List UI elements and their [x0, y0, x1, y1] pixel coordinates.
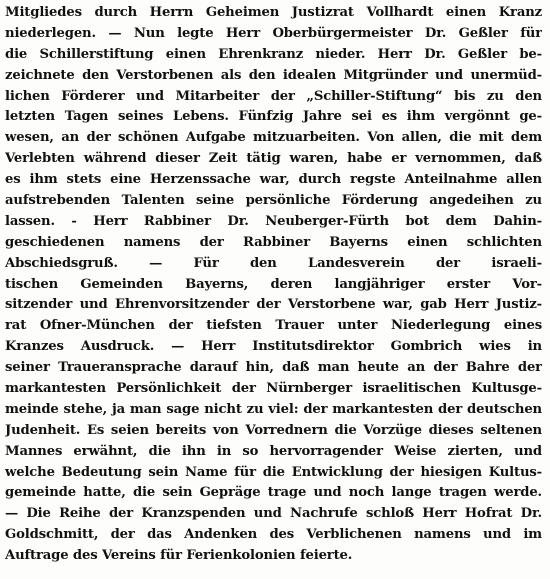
text-line: aufstrebenden Talenten seine persönliche Förderung angedeihen zu: [5, 193, 542, 209]
text-line: Verlebten während dieser Zeit tätig waren, habe er vernommen, daß: [5, 151, 542, 167]
text-line: welche Bedeutung sein Name für die Entwicklung der hiesigen Kultus-: [5, 464, 542, 480]
text-line: niederlegen. — Nun legte Herr Oberbürgermeister Dr. Geßler für: [5, 25, 542, 41]
text-line: die Schillerstiftung einen Ehrenkranz nieder. Herr Dr. Geßler be-: [5, 46, 542, 62]
text-line: sitzender und Ehrenvorsitzender der Verstorbene war, gab Herr Justiz-: [5, 297, 542, 313]
text-line: Mitgliedes durch Herrn Geheimen Justizrat Vollhardt einen Kranz: [5, 5, 542, 20]
text-line: — Die Reihe der Kranzspenden und Nachrufe schloß Herr Hofrat Dr.: [5, 506, 542, 522]
text-line: seiner Traueransprache darauf hin, daß man heute an der Bahre der: [5, 360, 542, 376]
text-line: es ihm stets eine Herzenssache war, durch regste Anteilnahme allen: [5, 172, 542, 188]
text-line: markantesten Persönlichkeit der Nürnberger israelitischen Kultusge-: [5, 381, 542, 397]
text-line: Mannes erwähnt, die ihn in so hervorragender Weise zierten, und: [5, 443, 542, 459]
text-line: letzten Tagen seines Lebens. Fünfzig Jahre sei es ihm vergönnt ge-: [5, 109, 542, 125]
text-line: Abschiedsgruß. — Für den Landesverein der israeli-: [5, 255, 542, 271]
article-text: [5, 3, 542, 567]
text-line: meinde stehe, ja man sage nicht zu viel: der markantesten der deutschen: [5, 401, 542, 417]
text-line: zeichnete den Verstorbenen als den idealen Mitgründer und unermüd-: [5, 67, 542, 83]
text-line: lassen. - Herr Rabbiner Dr. Neuberger-Fürth bot dem Dahin-: [5, 213, 542, 229]
text-line: Kranzes Ausdruck. — Herr Institutsdirektor Gombrich wies in: [5, 339, 542, 355]
text-line: wesen, an der schönen Aufgabe mitzuarbeiten. Von allen, die mit dem: [5, 130, 542, 146]
text-line: Judenheit. Es seien bereits von Vorrednern die Vorzüge dieses seltenen: [5, 422, 542, 438]
text-line: Goldschmitt, der das Andenken des Verblichenen namens und im: [5, 527, 542, 543]
text-line: gemeinde hatte, die sein Gepräge trage und noch lange tragen werde.: [5, 485, 542, 501]
text-line: lichen Förderer und Mitarbeiter der „Schiller-Stiftung“ bis zu den: [5, 88, 542, 104]
text-line: rat Ofner-München der tiefsten Trauer unter Niederlegung eines: [5, 318, 542, 334]
text-line: tischen Gemeinden Bayerns, deren langjähriger erster Vor-: [5, 276, 542, 292]
text-line: Auftrage des Vereins für Ferienkolonien feierte.: [5, 548, 353, 564]
text-line: geschiedenen namens der Rabbiner Bayerns einen schlichten: [5, 234, 542, 250]
